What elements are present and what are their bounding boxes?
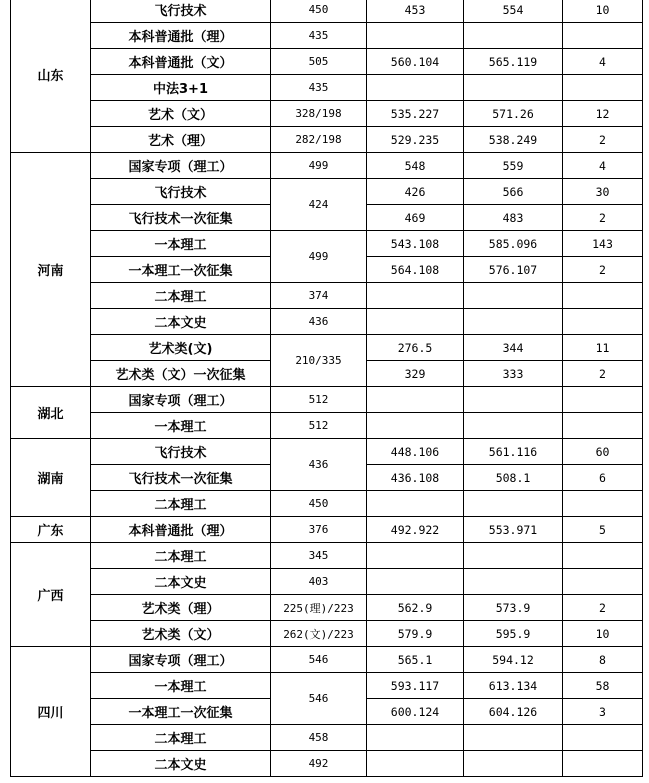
control-line-cell: 436 — [271, 439, 367, 491]
control-line-cell: 450 — [271, 0, 367, 23]
max-score-cell: 585.096 — [464, 231, 563, 257]
enrolled-count-cell — [563, 387, 643, 413]
table-row — [11, 23, 643, 49]
min-score-cell — [367, 309, 464, 335]
enrolled-count-cell: 60 — [563, 439, 643, 465]
max-score-cell: 565.119 — [464, 49, 563, 75]
max-score-cell: 595.9 — [464, 621, 563, 647]
control-line-cell: 435 — [271, 23, 367, 49]
max-score-cell: 508.1 — [464, 465, 563, 491]
min-score-cell: 492.922 — [367, 517, 464, 543]
batch-cell: 艺术类(文) — [91, 335, 271, 361]
batch-cell: 一本理工一次征集 — [91, 257, 271, 283]
table-row — [11, 101, 643, 127]
batch-cell: 二本理工 — [91, 725, 271, 751]
min-score-cell: 564.108 — [367, 257, 464, 283]
control-line-cell: 376 — [271, 517, 367, 543]
enrolled-count-cell: 4 — [563, 153, 643, 179]
max-score-cell: 553.971 — [464, 517, 563, 543]
min-score-cell: 529.235 — [367, 127, 464, 153]
max-score-cell — [464, 725, 563, 751]
table-row — [11, 621, 643, 647]
max-score-cell: 573.9 — [464, 595, 563, 621]
control-line-cell: 450 — [271, 491, 367, 517]
enrolled-count-cell — [563, 23, 643, 49]
table-row — [11, 335, 643, 361]
province-cell: 湖北 — [11, 387, 91, 439]
max-score-cell: 344 — [464, 335, 563, 361]
max-score-cell: 576.107 — [464, 257, 563, 283]
control-line-cell: 328/198 — [271, 101, 367, 127]
batch-cell: 飞行技术一次征集 — [91, 465, 271, 491]
max-score-cell — [464, 491, 563, 517]
table-row — [11, 153, 643, 179]
batch-cell: 艺术（理） — [91, 127, 271, 153]
min-score-cell: 543.108 — [367, 231, 464, 257]
enrolled-count-cell: 143 — [563, 231, 643, 257]
enrolled-count-cell — [563, 309, 643, 335]
min-score-cell: 548 — [367, 153, 464, 179]
enrolled-count-cell — [563, 751, 643, 777]
max-score-cell: 566 — [464, 179, 563, 205]
min-score-cell: 276.5 — [367, 335, 464, 361]
enrolled-count-cell: 5 — [563, 517, 643, 543]
table-row — [11, 725, 643, 751]
batch-cell: 飞行技术一次征集 — [91, 205, 271, 231]
enrolled-count-cell: 2 — [563, 257, 643, 283]
table-row — [11, 595, 643, 621]
max-score-cell: 538.249 — [464, 127, 563, 153]
enrolled-count-cell: 4 — [563, 49, 643, 75]
control-line-cell: 210/335 — [271, 335, 367, 387]
control-line-cell: 282/198 — [271, 127, 367, 153]
min-score-cell — [367, 23, 464, 49]
max-score-cell — [464, 751, 563, 777]
max-score-cell — [464, 413, 563, 439]
enrolled-count-cell: 11 — [563, 335, 643, 361]
max-score-cell — [464, 309, 563, 335]
control-line-cell: 436 — [271, 309, 367, 335]
batch-cell: 艺术类（文） — [91, 621, 271, 647]
max-score-cell — [464, 75, 563, 101]
control-line-cell: 424 — [271, 179, 367, 231]
control-line-cell: 403 — [271, 569, 367, 595]
batch-cell: 飞行技术 — [91, 0, 271, 23]
enrolled-count-cell: 2 — [563, 205, 643, 231]
batch-cell: 一本理工 — [91, 673, 271, 699]
min-score-cell: 329 — [367, 361, 464, 387]
batch-cell: 二本文史 — [91, 751, 271, 777]
max-score-cell — [464, 23, 563, 49]
batch-cell: 国家专项（理工） — [91, 387, 271, 413]
table-row — [11, 127, 643, 153]
control-line-cell: 225(理)/223 — [271, 595, 367, 621]
min-score-cell: 436.108 — [367, 465, 464, 491]
max-score-cell — [464, 283, 563, 309]
min-score-cell — [367, 569, 464, 595]
control-line-cell: 512 — [271, 387, 367, 413]
batch-cell: 一本理工 — [91, 413, 271, 439]
table-body — [11, 0, 643, 777]
batch-cell: 二本理工 — [91, 543, 271, 569]
enrolled-count-cell — [563, 283, 643, 309]
table-row — [11, 413, 643, 439]
batch-cell: 艺术类（文）一次征集 — [91, 361, 271, 387]
batch-cell: 飞行技术 — [91, 179, 271, 205]
batch-cell: 本科普通批（理） — [91, 23, 271, 49]
province-cell: 山东 — [11, 0, 91, 153]
max-score-cell — [464, 543, 563, 569]
table-row — [11, 647, 643, 673]
enrolled-count-cell — [563, 725, 643, 751]
min-score-cell — [367, 491, 464, 517]
batch-cell: 艺术类（理） — [91, 595, 271, 621]
enrolled-count-cell: 10 — [563, 0, 643, 23]
min-score-cell: 535.227 — [367, 101, 464, 127]
province-cell: 湖南 — [11, 439, 91, 517]
control-line-cell: 458 — [271, 725, 367, 751]
batch-cell: 飞行技术 — [91, 439, 271, 465]
enrolled-count-cell: 2 — [563, 361, 643, 387]
enrolled-count-cell: 58 — [563, 673, 643, 699]
enrolled-count-cell: 10 — [563, 621, 643, 647]
min-score-cell: 565.1 — [367, 647, 464, 673]
table-row — [11, 49, 643, 75]
province-cell: 四川 — [11, 647, 91, 777]
control-line-cell: 499 — [271, 231, 367, 283]
min-score-cell — [367, 725, 464, 751]
batch-cell: 艺术（文） — [91, 101, 271, 127]
control-line-cell: 499 — [271, 153, 367, 179]
enrolled-count-cell — [563, 569, 643, 595]
min-score-cell: 426 — [367, 179, 464, 205]
batch-cell: 二本理工 — [91, 491, 271, 517]
max-score-cell: 559 — [464, 153, 563, 179]
enrolled-count-cell: 30 — [563, 179, 643, 205]
control-line-cell: 546 — [271, 673, 367, 725]
enrolled-count-cell: 3 — [563, 699, 643, 725]
control-line-cell: 492 — [271, 751, 367, 777]
min-score-cell — [367, 283, 464, 309]
batch-cell: 国家专项（理工） — [91, 647, 271, 673]
table-row — [11, 309, 643, 335]
enrolled-count-cell: 6 — [563, 465, 643, 491]
min-score-cell — [367, 751, 464, 777]
min-score-cell — [367, 413, 464, 439]
enrolled-count-cell — [563, 543, 643, 569]
batch-cell: 一本理工 — [91, 231, 271, 257]
batch-cell: 中法3+1 — [91, 75, 271, 101]
control-line-cell: 262(文)/223 — [271, 621, 367, 647]
max-score-cell: 561.116 — [464, 439, 563, 465]
max-score-cell: 613.134 — [464, 673, 563, 699]
table-row — [11, 179, 643, 205]
max-score-cell: 333 — [464, 361, 563, 387]
max-score-cell: 571.26 — [464, 101, 563, 127]
batch-cell: 二本文史 — [91, 569, 271, 595]
max-score-cell: 483 — [464, 205, 563, 231]
enrolled-count-cell: 12 — [563, 101, 643, 127]
table-row — [11, 387, 643, 413]
min-score-cell: 600.124 — [367, 699, 464, 725]
max-score-cell — [464, 569, 563, 595]
table-row — [11, 283, 643, 309]
batch-cell: 二本理工 — [91, 283, 271, 309]
province-cell: 广西 — [11, 543, 91, 647]
min-score-cell — [367, 75, 464, 101]
min-score-cell — [367, 543, 464, 569]
enrolled-count-cell — [563, 413, 643, 439]
control-line-cell: 512 — [271, 413, 367, 439]
batch-cell: 本科普通批（理） — [91, 517, 271, 543]
batch-cell: 国家专项（理工） — [91, 153, 271, 179]
max-score-cell: 594.12 — [464, 647, 563, 673]
table-row — [11, 543, 643, 569]
min-score-cell: 562.9 — [367, 595, 464, 621]
table-row — [11, 673, 643, 699]
table-row — [11, 491, 643, 517]
enrolled-count-cell — [563, 75, 643, 101]
min-score-cell: 469 — [367, 205, 464, 231]
control-line-cell: 435 — [271, 75, 367, 101]
table-row — [11, 231, 643, 257]
enrolled-count-cell: 8 — [563, 647, 643, 673]
max-score-cell — [464, 387, 563, 413]
min-score-cell: 560.104 — [367, 49, 464, 75]
table-row — [11, 751, 643, 777]
enrolled-count-cell: 2 — [563, 595, 643, 621]
table-row — [11, 75, 643, 101]
control-line-cell: 345 — [271, 543, 367, 569]
batch-cell: 本科普通批（文） — [91, 49, 271, 75]
province-cell: 河南 — [11, 153, 91, 387]
admission-scores-table — [10, 0, 643, 777]
table-row — [11, 569, 643, 595]
min-score-cell: 448.106 — [367, 439, 464, 465]
max-score-cell: 554 — [464, 0, 563, 23]
enrolled-count-cell: 2 — [563, 127, 643, 153]
min-score-cell: 453 — [367, 0, 464, 23]
min-score-cell: 593.117 — [367, 673, 464, 699]
control-line-cell: 546 — [271, 647, 367, 673]
table-row — [11, 0, 643, 23]
province-cell: 广东 — [11, 517, 91, 543]
min-score-cell — [367, 387, 464, 413]
enrolled-count-cell — [563, 491, 643, 517]
batch-cell: 二本文史 — [91, 309, 271, 335]
table-row — [11, 439, 643, 465]
control-line-cell: 505 — [271, 49, 367, 75]
control-line-cell: 374 — [271, 283, 367, 309]
table-row — [11, 517, 643, 543]
min-score-cell: 579.9 — [367, 621, 464, 647]
max-score-cell: 604.126 — [464, 699, 563, 725]
batch-cell: 一本理工一次征集 — [91, 699, 271, 725]
